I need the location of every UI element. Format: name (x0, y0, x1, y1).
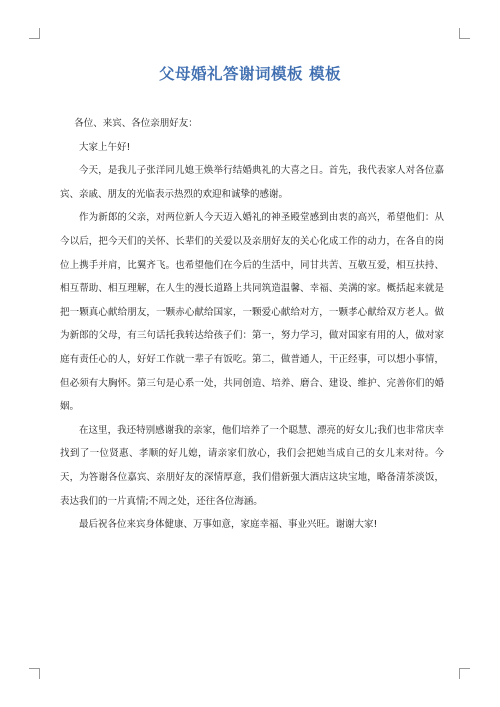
paragraph-wishes: 作为新郎的父亲，对两位新人今天迈入婚礼的神圣殿堂感到由衷的高兴，希望他们：从今以后，把今天们的关怀、长辈们的关爱以及亲朋好友的关心化成工作的动力，在各自的岗位上携手并肩，比翼齐飞。也希望他们在今后的生活中，同甘共苦、互敬互爱，相互扶持、相互帮助、相互理解，在人生的漫长道路上共同筑造温馨、幸福、美满的家。概括起来就是把一颗真心献给朋友，一颗赤心献给国家，一颗爱心献给对方，一颗孝心献给双方老人。做为新郎的父母，有三句话托我转达给孩子们：第一，努力学习，做对国家有用的人，做对家庭有责任心的人，好好工作就一辈子有饭吃。第二，做普通人，干正经事，可以想小事情，但必须有大胸怀。第三句是心系一处，共同创造、培养、磨合、建设、维护、完善你们的婚姻。 (60, 212, 444, 413)
salutation: 各位、来宾、各位亲朋好友： (74, 118, 198, 129)
crop-mark-bottom-left (29, 668, 40, 679)
paragraph-thanks: 在这里，我还特别感谢我的亲家，他们培养了一个聪慧、漂亮的好女儿;我们也非常庆幸找到了一位贤惠、孝顺的好儿媳，请亲家们放心，我们会把她当成自己的女儿来对待。今天，为答谢各位嘉宾、亲朋好友的深情厚意，我们借新强大酒店这块宝地，略备清茶淡饭，表达我们的一片真情;不周之处，还往各位海涵。 (60, 424, 444, 507)
crop-mark-top-right (459, 28, 470, 39)
paragraph-welcome: 今天，是我儿子张洋同儿媳王焕举行结婚典礼的大喜之日。首先，我代表家人对各位嘉宾、亲戚、朋友的光临表示热烈的欢迎和诚挚的感谢。 (60, 165, 444, 200)
crop-mark-bottom-right (459, 668, 470, 679)
paragraph-greeting: 大家上午好! (79, 141, 131, 153)
document-body (60, 112, 444, 537)
document-title: 父母婚礼答谢词模板 模板 (159, 65, 341, 83)
crop-mark-top-left (29, 28, 40, 39)
paragraph-closing: 最后祝各位来宾身体健康、万事如意，家庭幸福、事业兴旺。谢谢大家! (79, 519, 378, 531)
